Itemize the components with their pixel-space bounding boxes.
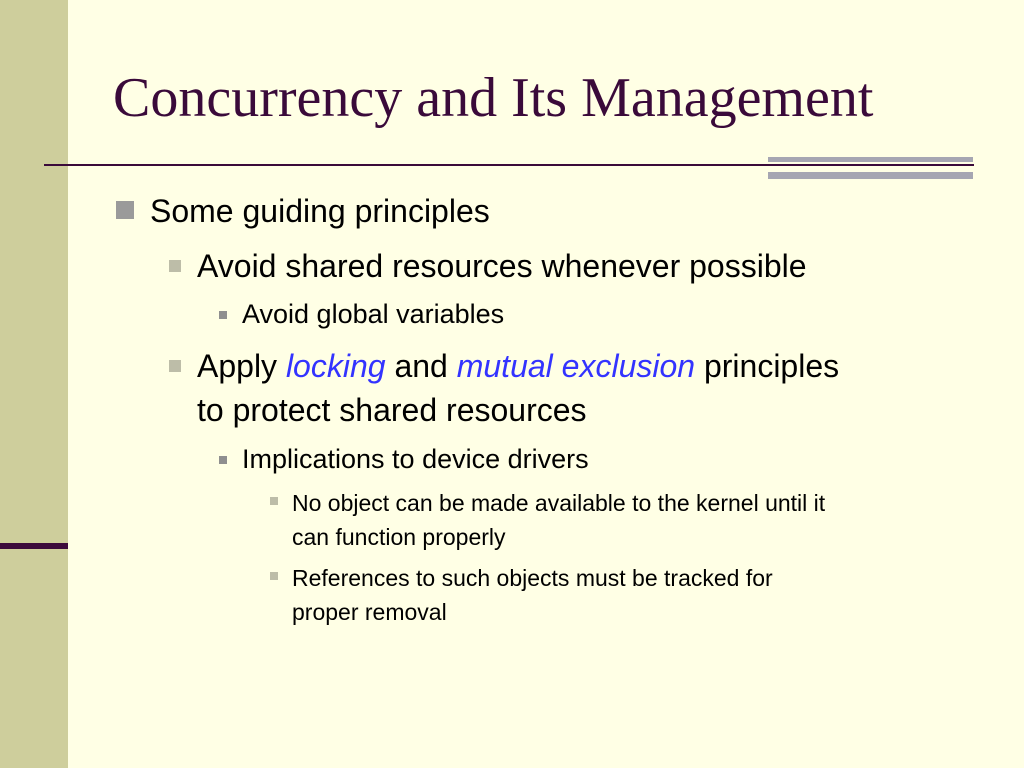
bullet-text: Avoid global variables [242, 299, 505, 329]
square-bullet-icon [270, 572, 278, 580]
accent-bar-top [768, 157, 973, 162]
bullet-text-prefix: Apply [197, 348, 286, 384]
bullet-text: Implications to device drivers [242, 444, 589, 474]
title-underline-rule [44, 164, 974, 166]
square-bullet-icon [219, 456, 227, 464]
square-bullet-icon [270, 497, 278, 505]
bullet-level3-implications-device-drivers [242, 440, 589, 478]
bullet-text-middle: and [385, 348, 457, 384]
bullet-level4-references-tracked [292, 561, 773, 629]
square-bullet-icon [169, 260, 181, 272]
bullet-text: Avoid shared resources whenever possible [197, 248, 807, 284]
bullet-level2-avoid-shared-resources [197, 244, 807, 288]
emphasis-locking: locking [285, 348, 386, 384]
slide-title: Concurrency and Its Management [113, 67, 874, 129]
bullet-text-line-2: to protect shared resources [197, 392, 587, 428]
bullet-text-line-1: References to such objects must be tracked for [292, 565, 773, 591]
bullet-text-line-2: proper removal [292, 599, 447, 625]
square-bullet-icon [116, 201, 134, 219]
bullet-level4-no-object-available [292, 486, 825, 554]
left-band-accent-line [0, 543, 68, 549]
bullet-text-line-2: can function properly [292, 524, 506, 550]
bullet-level3-avoid-global-variables [242, 295, 504, 333]
square-bullet-icon [169, 360, 181, 372]
bullet-level1-guiding-principles [150, 189, 490, 233]
bullet-text: Some guiding principles [150, 193, 490, 229]
bullet-text-line-1: No object can be made available to the kernel until it [292, 490, 826, 516]
bullet-level2-apply-locking [197, 344, 839, 432]
emphasis-mutual-exclusion: mutual exclusion [456, 348, 696, 384]
bullet-text-line-1 [197, 344, 839, 388]
left-decorative-band [0, 0, 68, 768]
square-bullet-icon [219, 311, 227, 319]
bullet-text-suffix: principles [695, 348, 840, 384]
accent-bar-bottom [768, 172, 973, 179]
